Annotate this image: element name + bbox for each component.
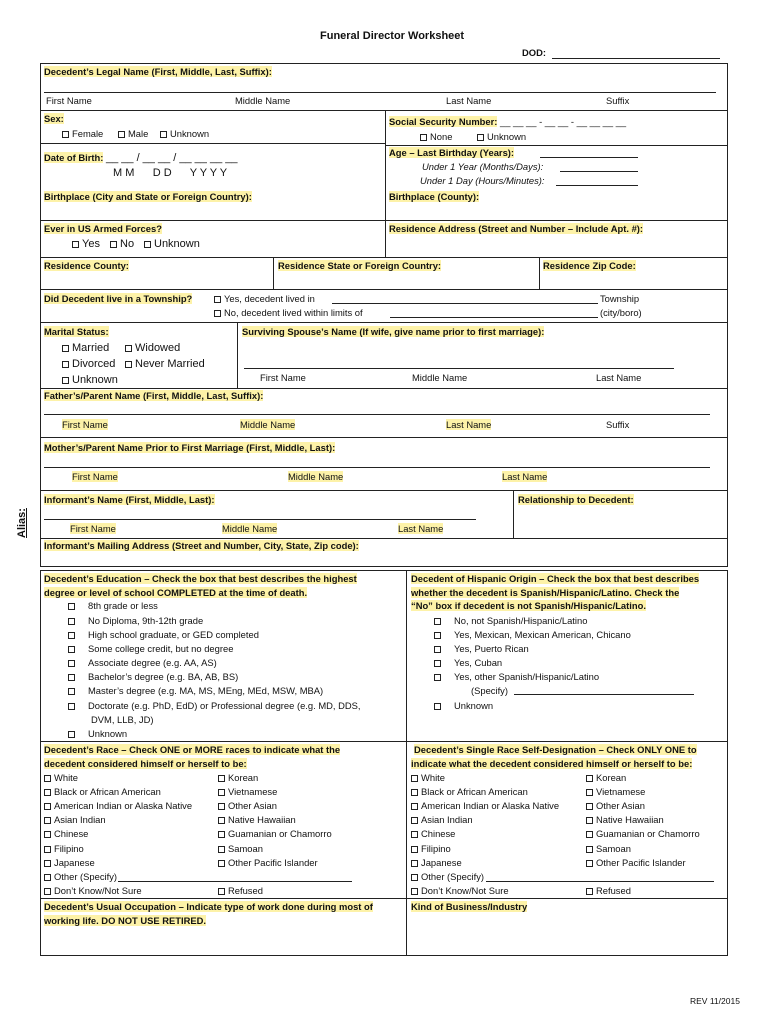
- sex-male-option[interactable]: Male: [118, 128, 148, 139]
- township-yes-option[interactable]: Yes, decedent lived in: [214, 293, 315, 304]
- ssn-row: Social Security Number: __ __ __ - __ __ - __ __ __ __: [389, 116, 627, 127]
- marital-married-option[interactable]: Married: [62, 342, 109, 354]
- single-race-checkbox[interactable]: [411, 874, 418, 881]
- married-checkbox[interactable]: [62, 345, 69, 352]
- hispanic-checkbox[interactable]: [434, 646, 441, 653]
- relationship-label: Relationship to Decedent:: [518, 494, 634, 505]
- education-checkbox[interactable]: [68, 674, 75, 681]
- race-vietnamese[interactable]: Vietnamese: [218, 786, 277, 797]
- race-dont-know[interactable]: Don’t Know/Not Sure: [44, 885, 142, 896]
- page-title: Funeral Director Worksheet: [320, 30, 465, 42]
- single-race-vietnamese[interactable]: Vietnamese: [586, 786, 645, 797]
- sex-female-option[interactable]: Female: [62, 128, 103, 139]
- spouse-label: Surviving Spouse’s Name (If wife, give name prior to first marriage):: [242, 326, 545, 337]
- hispanic-option-6[interactable]: Unknown: [434, 700, 493, 711]
- ssn-unknown-checkbox[interactable]: [477, 134, 484, 141]
- city-name-field[interactable]: [390, 317, 598, 318]
- race-japanese[interactable]: Japanese: [44, 857, 95, 868]
- female-checkbox[interactable]: [62, 131, 69, 138]
- race-checkbox[interactable]: [44, 888, 51, 895]
- single-race-checkbox[interactable]: [411, 888, 418, 895]
- occupation-label-2: working life. DO NOT USE RETIRED.: [44, 915, 206, 926]
- mother-name-field[interactable]: [44, 467, 710, 468]
- sex-label: Sex:: [44, 113, 64, 124]
- education-heading-2: degree or level of school COMPLETED at the time of death.: [44, 587, 308, 598]
- race-guamanian[interactable]: Guamanian or Chamorro: [218, 828, 332, 839]
- township-yes-checkbox[interactable]: [214, 296, 221, 303]
- marital-never-married-option[interactable]: Never Married: [125, 358, 205, 370]
- marital-unknown-checkbox[interactable]: [62, 377, 69, 384]
- race-chinese[interactable]: Chinese: [44, 828, 88, 839]
- ssn-none-checkbox[interactable]: [420, 134, 427, 141]
- township-no-checkbox[interactable]: [214, 310, 221, 317]
- dob-format: M M D D Y Y Y Y: [113, 167, 228, 179]
- race-heading-1: Decedent’s Race – Check ONE or MORE races to indicate what the: [44, 744, 341, 755]
- legal-name-field[interactable]: [44, 92, 716, 93]
- township-name-field[interactable]: [332, 303, 598, 304]
- informant-last-label: Last Name: [398, 523, 444, 534]
- race-white[interactable]: White: [44, 772, 78, 783]
- education-option-2[interactable]: No Diploma, 9th-12th grade: [68, 615, 203, 626]
- race-heading-2: decedent considered himself or herself to be:: [44, 758, 247, 769]
- age-months-field[interactable]: [560, 171, 638, 172]
- education-checkbox[interactable]: [68, 632, 75, 639]
- birthplace-county-label: Birthplace (County):: [389, 191, 480, 202]
- race-american-indian[interactable]: American Indian or Alaska Native: [44, 800, 192, 811]
- race-checkbox[interactable]: [218, 817, 225, 824]
- hispanic-checkbox[interactable]: [434, 632, 441, 639]
- single-race-filipino[interactable]: Filipino: [411, 843, 451, 854]
- never-married-checkbox[interactable]: [125, 361, 132, 368]
- race-checkbox[interactable]: [44, 831, 51, 838]
- single-race-checkbox[interactable]: [411, 831, 418, 838]
- single-race-checkbox[interactable]: [586, 831, 593, 838]
- age-field[interactable]: [540, 157, 638, 158]
- single-race-other-field[interactable]: [486, 881, 714, 882]
- single-race-checkbox[interactable]: [586, 789, 593, 796]
- single-race-checkbox[interactable]: [586, 860, 593, 867]
- race-checkbox[interactable]: [218, 831, 225, 838]
- armed-no-option[interactable]: No: [110, 238, 134, 250]
- single-race-checkbox[interactable]: [586, 803, 593, 810]
- race-checkbox[interactable]: [44, 803, 51, 810]
- widowed-checkbox[interactable]: [125, 345, 132, 352]
- age-label: Age – Last Birthday (Years):: [389, 147, 515, 158]
- armed-no-checkbox[interactable]: [110, 241, 117, 248]
- informant-name-field[interactable]: [44, 519, 476, 520]
- single-race-heading-2: indicate what the decedent considered himself or herself to be:: [411, 758, 693, 769]
- hispanic-option-1[interactable]: No, not Spanish/Hispanic/Latino: [434, 615, 587, 626]
- marital-divorced-option[interactable]: Divorced: [62, 358, 115, 370]
- armed-yes-checkbox[interactable]: [72, 241, 79, 248]
- education-option-7[interactable]: Master’s degree (e.g. MA, MS, MEng, MEd, MSW, MBA): [68, 685, 323, 696]
- revision-label: REV 11/2015: [690, 996, 740, 1006]
- business-label: Kind of Business/Industry: [411, 901, 528, 912]
- single-race-checkbox[interactable]: [411, 775, 418, 782]
- education-option-4[interactable]: Some college credit, but no degree: [68, 643, 233, 654]
- hispanic-heading-3: “No” box if decedent is not Spanish/Hispanic/Latino.: [411, 600, 646, 611]
- mother-last-label: Last Name: [502, 471, 548, 482]
- single-race-checkbox[interactable]: [411, 789, 418, 796]
- marital-widowed-option[interactable]: Widowed: [125, 342, 180, 354]
- single-race-chinese[interactable]: Chinese: [411, 828, 455, 839]
- education-option-8-cont: DVM, LLB, JD): [91, 714, 154, 725]
- single-race-other-asian[interactable]: Other Asian: [586, 800, 645, 811]
- race-other-asian[interactable]: Other Asian: [218, 800, 277, 811]
- single-race-refused[interactable]: Refused: [586, 885, 631, 896]
- single-race-native-hawaiian[interactable]: Native Hawaiian: [586, 814, 664, 825]
- township-suffix: Township: [600, 293, 640, 304]
- single-race-checkbox[interactable]: [411, 817, 418, 824]
- father-middle-label: Middle Name: [240, 419, 296, 430]
- hispanic-checkbox[interactable]: [434, 660, 441, 667]
- marital-unknown-option[interactable]: Unknown: [62, 374, 118, 386]
- education-checkbox[interactable]: [68, 646, 75, 653]
- race-refused[interactable]: Refused: [218, 885, 263, 896]
- education-option-9[interactable]: Unknown: [68, 728, 127, 739]
- ssn-none-option[interactable]: None: [420, 131, 452, 142]
- hispanic-heading-1: Decedent of Hispanic Origin – Check the box that best describes: [411, 573, 700, 584]
- hispanic-checkbox[interactable]: [434, 703, 441, 710]
- mother-first-label: First Name: [72, 471, 118, 482]
- race-checkbox[interactable]: [44, 789, 51, 796]
- hispanic-checkbox[interactable]: [434, 618, 441, 625]
- spouse-last-label: Last Name: [596, 372, 642, 383]
- race-korean[interactable]: Korean: [218, 772, 258, 783]
- race-checkbox[interactable]: [44, 860, 51, 867]
- single-race-white[interactable]: White: [411, 772, 445, 783]
- township-label: Did Decedent live in a Township?: [44, 293, 193, 304]
- age-hours-field[interactable]: [556, 185, 638, 186]
- informant-label: Informant’s Name (First, Middle, Last):: [44, 494, 215, 505]
- education-checkbox[interactable]: [68, 618, 75, 625]
- unknown-checkbox[interactable]: [160, 131, 167, 138]
- ssn-unknown-option[interactable]: Unknown: [477, 131, 526, 142]
- race-black[interactable]: Black or African American: [44, 786, 161, 797]
- single-race-guamanian[interactable]: Guamanian or Chamorro: [586, 828, 700, 839]
- single-race-heading-1: Decedent’s Single Race Self-Designation – Check ONLY ONE to: [414, 744, 697, 755]
- single-race-checkbox[interactable]: [411, 860, 418, 867]
- education-heading-1: Decedent’s Education – Check the box that best describes the highest: [44, 573, 357, 584]
- education-checkbox[interactable]: [68, 660, 75, 667]
- legal-suffix-label: Suffix: [606, 95, 630, 106]
- occupation-label-1: Decedent’s Usual Occupation – Indicate type of work done during most of: [44, 901, 373, 912]
- single-race-korean[interactable]: Korean: [586, 772, 626, 783]
- sex-unknown-option[interactable]: Unknown: [160, 128, 209, 139]
- education-checkbox[interactable]: [68, 731, 75, 738]
- education-option-3[interactable]: High school graduate, or GED completed: [68, 629, 259, 640]
- race-checkbox[interactable]: [218, 846, 225, 853]
- city-suffix: (city/boro): [600, 307, 642, 318]
- alias-label: Alias:: [16, 508, 28, 538]
- father-suffix-label: Suffix: [606, 419, 630, 430]
- dod-field[interactable]: [552, 58, 720, 59]
- education-checkbox[interactable]: [68, 688, 75, 695]
- spouse-name-field[interactable]: [244, 368, 674, 369]
- informant-address-label: Informant’s Mailing Address (Street and Number, City, State, Zip code):: [44, 540, 359, 551]
- single-race-checkbox[interactable]: [411, 846, 418, 853]
- dob-row: Date of Birth: __ __ / __ __ / __ __ __ __: [44, 152, 238, 164]
- education-option-1[interactable]: 8th grade or less: [68, 600, 158, 611]
- father-last-label: Last Name: [446, 419, 492, 430]
- race-other-field[interactable]: [118, 881, 352, 882]
- dod-label: DOD:: [522, 47, 546, 58]
- marital-label: Marital Status:: [44, 326, 109, 337]
- informant-first-label: First Name: [70, 523, 116, 534]
- single-race-other-specify[interactable]: Other (Specify): [411, 871, 484, 882]
- armed-unknown-checkbox[interactable]: [144, 241, 151, 248]
- legal-name-label: Decedent’s Legal Name (First, Middle, Last, Suffix):: [44, 66, 272, 77]
- spouse-middle-label: Middle Name: [412, 372, 468, 383]
- race-checkbox[interactable]: [218, 789, 225, 796]
- father-first-label: First Name: [62, 419, 108, 430]
- single-race-american-indian[interactable]: American Indian or Alaska Native: [411, 800, 559, 811]
- armed-unknown-option[interactable]: Unknown: [144, 238, 200, 250]
- armed-forces-label: Ever in US Armed Forces?: [44, 223, 162, 234]
- hispanic-checkbox[interactable]: [434, 674, 441, 681]
- single-race-checkbox[interactable]: [411, 803, 418, 810]
- male-checkbox[interactable]: [118, 131, 125, 138]
- legal-middle-label: Middle Name: [235, 95, 291, 106]
- race-native-hawaiian[interactable]: Native Hawaiian: [218, 814, 296, 825]
- education-checkbox[interactable]: [68, 703, 75, 710]
- divorced-checkbox[interactable]: [62, 361, 69, 368]
- spouse-first-label: First Name: [260, 372, 306, 383]
- race-checkbox[interactable]: [44, 874, 51, 881]
- single-race-checkbox[interactable]: [586, 888, 593, 895]
- single-race-black[interactable]: Black or African American: [411, 786, 528, 797]
- hispanic-option-5[interactable]: Yes, other Spanish/Hispanic/Latino: [434, 671, 599, 682]
- single-race-japanese[interactable]: Japanese: [411, 857, 462, 868]
- age-under-year-label: Under 1 Year (Months/Days):: [422, 161, 544, 172]
- residence-address-label: Residence Address (Street and Number – Include Apt. #):: [389, 223, 644, 234]
- residence-state-label: Residence State or Foreign Country:: [278, 260, 442, 271]
- hispanic-option-2[interactable]: Yes, Mexican, Mexican American, Chicano: [434, 629, 631, 640]
- education-option-6[interactable]: Bachelor’s degree (e.g. BA, AB, BS): [68, 671, 238, 682]
- mother-middle-label: Middle Name: [288, 471, 344, 482]
- hispanic-option-4[interactable]: Yes, Cuban: [434, 657, 502, 668]
- informant-middle-label: Middle Name: [222, 523, 278, 534]
- father-label: Father’s/Parent Name (First, Middle, Last, Suffix):: [44, 390, 264, 401]
- single-race-checkbox[interactable]: [586, 846, 593, 853]
- single-race-asian-indian[interactable]: Asian Indian: [411, 814, 473, 825]
- education-option-5[interactable]: Associate degree (e.g. AA, AS): [68, 657, 217, 668]
- race-checkbox[interactable]: [44, 775, 51, 782]
- father-name-field[interactable]: [44, 414, 710, 415]
- township-no-option[interactable]: No, decedent lived within limits of: [214, 307, 363, 318]
- residence-zip-label: Residence Zip Code:: [543, 260, 636, 271]
- race-asian-indian[interactable]: Asian Indian: [44, 814, 106, 825]
- hispanic-option-3[interactable]: Yes, Puerto Rican: [434, 643, 529, 654]
- race-checkbox[interactable]: [218, 803, 225, 810]
- hispanic-specify-field[interactable]: [514, 694, 694, 695]
- hispanic-specify-label: (Specify): [471, 685, 508, 696]
- age-under-day-label: Under 1 Day (Hours/Minutes):: [420, 175, 545, 186]
- race-filipino[interactable]: Filipino: [44, 843, 84, 854]
- race-checkbox[interactable]: [44, 846, 51, 853]
- single-race-checkbox[interactable]: [586, 775, 593, 782]
- education-option-8[interactable]: Doctorate (e.g. PhD, EdD) or Professional degree (e.g. MD, DDS,: [68, 700, 361, 711]
- single-race-other-pacific[interactable]: Other Pacific Islander: [586, 857, 686, 868]
- legal-first-label: First Name: [46, 95, 92, 106]
- race-samoan[interactable]: Samoan: [218, 843, 263, 854]
- race-checkbox[interactable]: [218, 860, 225, 867]
- armed-yes-option[interactable]: Yes: [72, 238, 100, 250]
- race-checkbox[interactable]: [218, 888, 225, 895]
- race-other-specify[interactable]: Other (Specify): [44, 871, 117, 882]
- birthplace-label: Birthplace (City and State or Foreign Country):: [44, 191, 252, 202]
- mother-label: Mother’s/Parent Name Prior to First Marriage (First, Middle, Last):: [44, 442, 336, 453]
- single-race-samoan[interactable]: Samoan: [586, 843, 631, 854]
- legal-last-label: Last Name: [446, 95, 492, 106]
- education-checkbox[interactable]: [68, 603, 75, 610]
- race-other-pacific[interactable]: Other Pacific Islander: [218, 857, 318, 868]
- single-race-dont-know[interactable]: Don’t Know/Not Sure: [411, 885, 509, 896]
- race-checkbox[interactable]: [44, 817, 51, 824]
- race-checkbox[interactable]: [218, 775, 225, 782]
- single-race-checkbox[interactable]: [586, 817, 593, 824]
- hispanic-heading-2: whether the decedent is Spanish/Hispanic/Latino. Check the: [411, 587, 680, 598]
- residence-county-label: Residence County:: [44, 260, 129, 271]
